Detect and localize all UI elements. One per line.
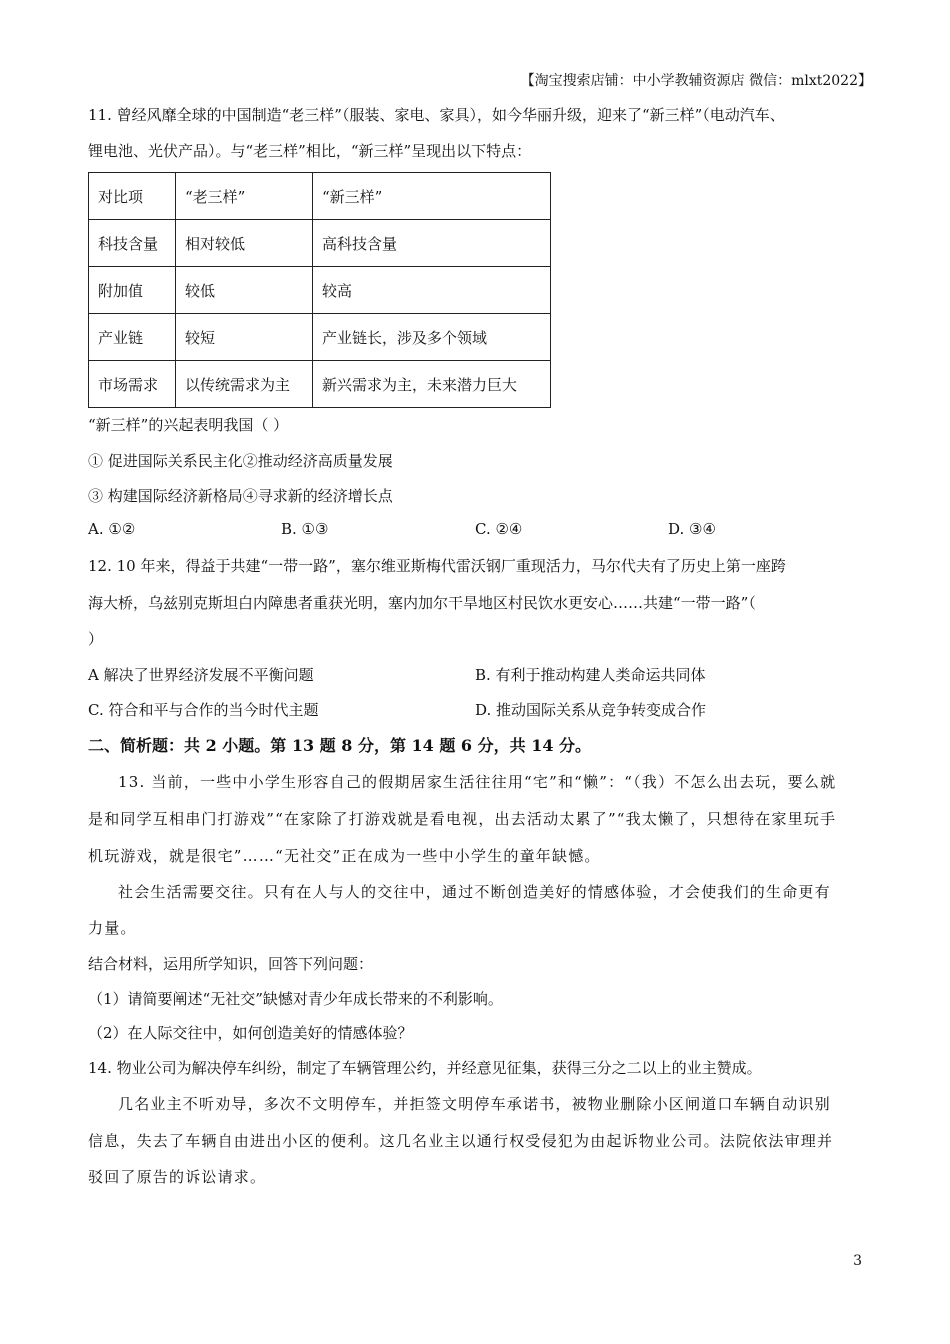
- table-cell: 科技含量: [89, 220, 176, 267]
- q13-para1-line-1: 13. 当前，一些中小学生形容自己的假期居家生活往往用“宅”和“懒”：“（我）不怎么出去玩，要么就: [118, 773, 837, 791]
- q11-option-c: C. ②④: [475, 520, 523, 538]
- q11-prompt: “新三样”的兴起表明我国（ ）: [88, 416, 289, 434]
- q11-item-line-2: ③ 构建国际经济新格局④寻求新的经济增长点: [88, 487, 393, 505]
- table-header-cell: “新三样”: [313, 173, 551, 220]
- table-header-cell: 对比项: [89, 173, 176, 220]
- table-cell: 市场需求: [89, 361, 176, 408]
- q13-para1-line-3: 机玩游戏，就是很宅”……“无社交”正在成为一些中小学生的童年缺憾。: [88, 847, 601, 865]
- q12-stem-line-3: ）: [88, 630, 104, 648]
- table-cell: 较低: [176, 267, 313, 314]
- q13-para2-line-1: 社会生活需要交往。只有在人与人的交往中，通过不断创造美好的情感体验，才会使我们的生命更有: [118, 883, 831, 901]
- table-row: [89, 361, 551, 408]
- table-cell: 附加值: [89, 267, 176, 314]
- table-cell: 产业链: [89, 314, 176, 361]
- q11-option-d: D. ③④: [668, 520, 716, 538]
- page-number: 3: [853, 1253, 862, 1269]
- q13-ask: 结合材料，运用所学知识，回答下列问题：: [88, 955, 374, 973]
- q14-stem: 14. 物业公司为解决停车纠纷，制定了车辆管理公约，并经意见征集，获得三分之二以上的业主赞成。: [88, 1059, 762, 1077]
- q11-option-b: B. ①③: [281, 520, 329, 538]
- table-cell: 新兴需求为主，未来潜力巨大: [313, 361, 551, 408]
- table-row: [89, 314, 551, 361]
- table-cell: 较高: [313, 267, 551, 314]
- q13-sub-1: （1）请简要阐述“无社交”缺憾对青少年成长带来的不利影响。: [88, 990, 503, 1008]
- table-cell: 产业链长，涉及多个领域: [313, 314, 551, 361]
- q14-para-line-2: 信息，失去了车辆自由进出小区的便利。这几名业主以通行权受侵犯为由起诉物业公司。法院依法审理并: [88, 1132, 834, 1150]
- table-row: [89, 267, 551, 314]
- section-2-heading: 二、简析题：共 2 小题。第 13 题 8 分，第 14 题 6 分，共 14 分。: [88, 736, 592, 755]
- table-header-row: [89, 173, 551, 220]
- table-row: [89, 220, 551, 267]
- q14-para-line-3: 驳回了原告的诉讼请求。: [88, 1168, 267, 1186]
- table-cell: 高科技含量: [313, 220, 551, 267]
- q12-option-d: D. 推动国际关系从竞争转变成合作: [475, 701, 707, 719]
- page-header: 【淘宝搜索店铺：中小学教辅资源店 微信：mlxt2022】: [520, 73, 872, 89]
- q11-stem-line-1: 11. 曾经风靡全球的中国制造“老三样”（服装、家电、家具），如今华丽升级，迎来了“新三样”（电动汽车、: [88, 106, 785, 124]
- q13-sub-2: （2）在人际交往中，如何创造美好的情感体验？: [88, 1024, 413, 1042]
- q11-option-a: A. ①②: [88, 520, 136, 538]
- q13-para2-line-2: 力量。: [88, 919, 137, 937]
- q14-para-line-1: 几名业主不听劝导，多次不文明停车，并拒签文明停车承诺书，被物业删除小区闸道口车辆自动识别: [118, 1095, 831, 1113]
- comparison-table: [88, 172, 551, 408]
- q12-option-b: B. 有利于推动构建人类命运共同体: [475, 666, 706, 684]
- table-cell: 较短: [176, 314, 313, 361]
- table-header-cell: “老三样”: [176, 173, 313, 220]
- q12-stem-line-2: 海大桥，乌兹别克斯坦白内障患者重获光明，塞内加尔干旱地区村民饮水更安心……共建“一带一路”（: [88, 594, 756, 612]
- table-cell: 相对较低: [176, 220, 313, 267]
- q12-option-c: C. 符合和平与合作的当今时代主题: [88, 701, 319, 719]
- q12-option-a: A 解决了世界经济发展不平衡问题: [88, 666, 314, 684]
- q13-para1-line-2: 是和同学互相串门打游戏”“在家除了打游戏就是看电视，出去活动太累了”“我太懒了，只想待在家里玩手: [88, 810, 837, 828]
- q12-stem-line-1: 12. 10 年来，得益于共建“一带一路”，塞尔维亚斯梅代雷沃钢厂重现活力，马尔代夫有了历史上第一座跨: [88, 557, 786, 575]
- table-cell: 以传统需求为主: [176, 361, 313, 408]
- q11-stem-line-2: 锂电池、光伏产品）。与“老三样”相比，“新三样”呈现出以下特点：: [88, 142, 532, 160]
- q11-item-line-1: ① 促进国际关系民主化②推动经济高质量发展: [88, 452, 393, 470]
